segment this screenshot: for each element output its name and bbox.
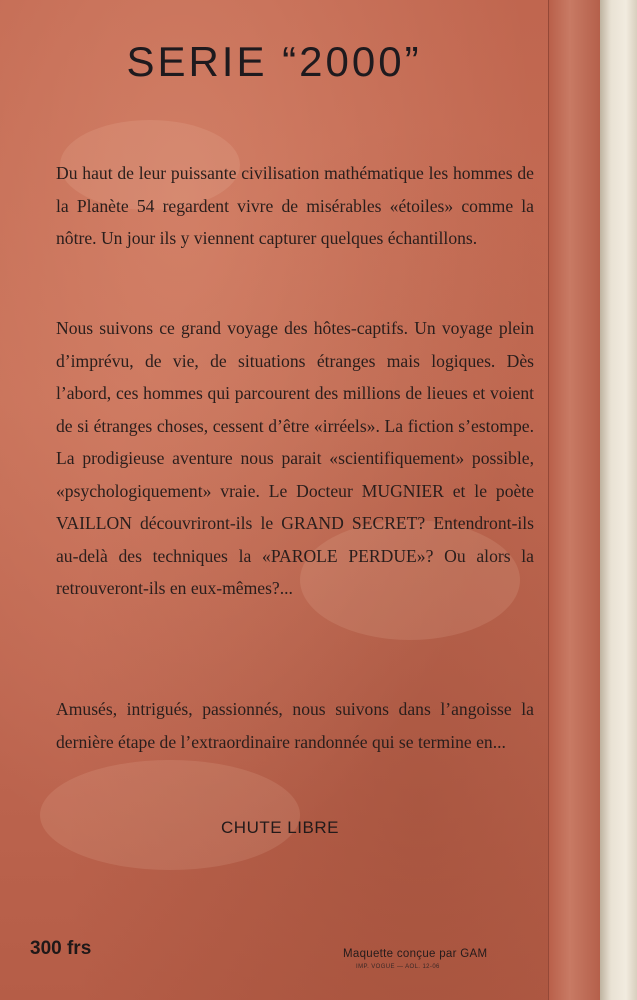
blurb-paragraph-2: Nous suivons ce grand voyage des hôtes-captifs. Un voyage plein d’imprévu, de vie, de situations étranges mais logiques. Dès l’abord, ces hommes qui parcourent des millions de lieues et voient de si étranges choses, cessent d’être «irréels». La fiction s’estompe. La prodigieuse aventure nous parait «scientifiquement» possible, «psychologiquement» vraie. Le Docteur MUGNIER et le poète VAILLON découvriront-ils le GRAND SECRET? Entendront-ils au-delà des techniques la «PAROLE PERDUE»? Ou alors la retrouveront-ils en eux-mêmes?... — [56, 318, 534, 598]
blurb-paragraph-1: Du haut de leur puissante civilisation mathématique les hommes de la Planète 54 regardent vivre de misérables «étoiles» comme la nôtre. Un jour ils y viennent capturer quelques échantillons. — [56, 163, 534, 248]
book-title: CHUTE LIBRE — [221, 818, 339, 837]
cover-wear-mark — [40, 760, 300, 870]
design-credit: Maquette conçue par GAM — [343, 948, 488, 960]
page-block-edge — [600, 0, 637, 1000]
printer-imprint: IMP. VOGUE — AOL. 12-06 — [356, 964, 440, 970]
blurb-paragraph-3: Amusés, intrigués, passionnés, nous suivons dans l’angoisse la dernière étape de l’extraordinaire randonnée qui se termine en... — [56, 699, 534, 752]
spine-fold — [548, 0, 601, 1000]
series-title: SERIE “2000” — [126, 38, 422, 85]
price-label: 300 frs — [30, 938, 92, 959]
